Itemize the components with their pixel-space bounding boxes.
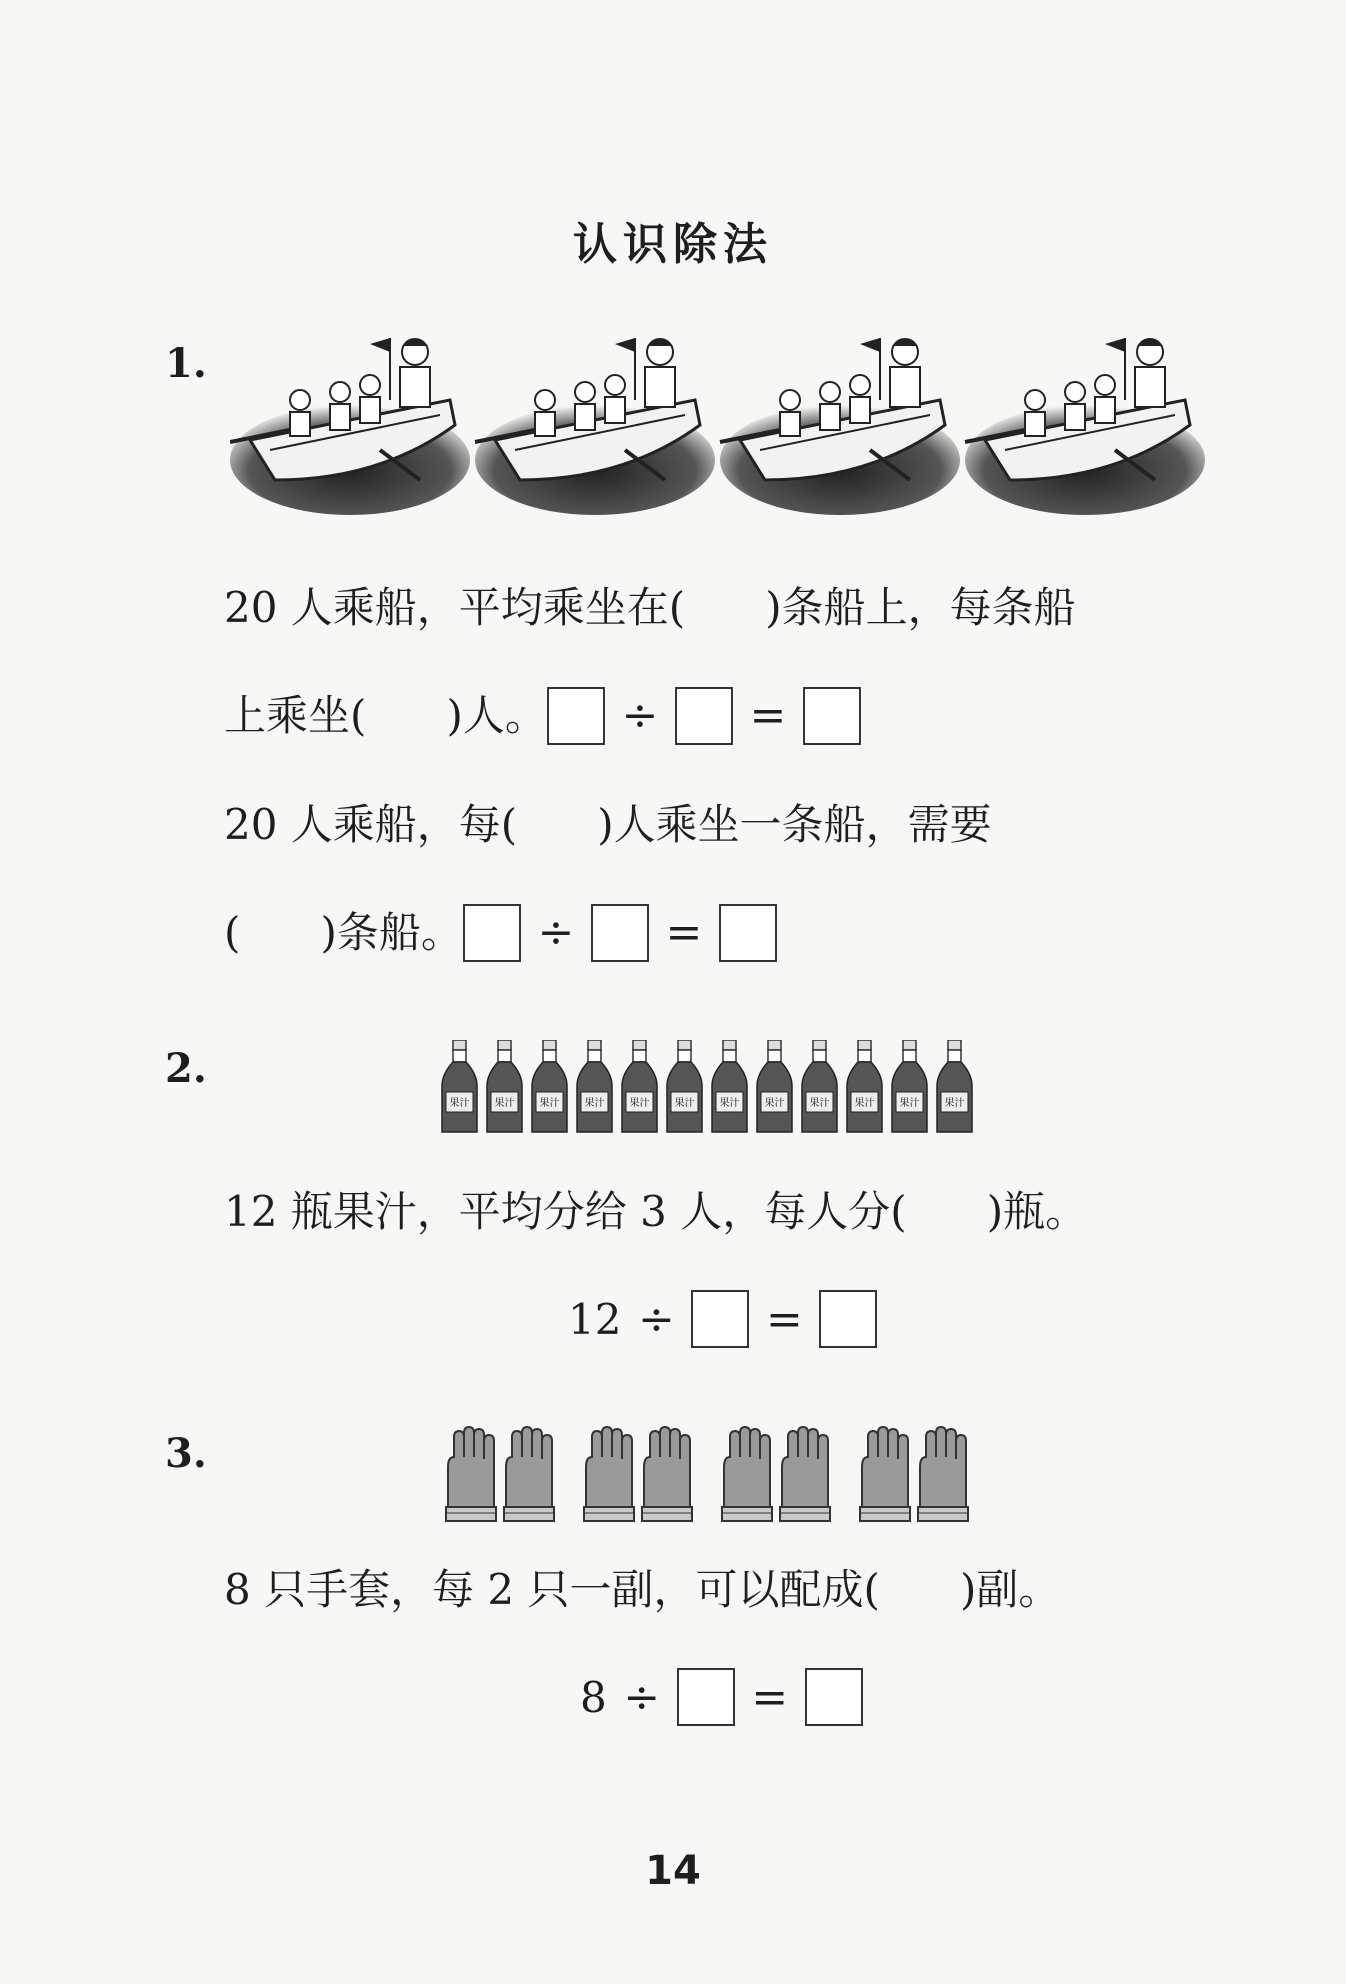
bottle-label: 果汁: [764, 1098, 785, 1109]
bottle-label: 果汁: [449, 1098, 470, 1109]
question-2-line-1: 12 瓶果汁，平均分给 3 人，每人分( )瓶。: [224, 1187, 1088, 1236]
bottle-label: 果汁: [584, 1098, 605, 1109]
bottle-label: 果汁: [494, 1098, 515, 1109]
equals-sign: =: [751, 1671, 789, 1723]
juice-bottle: [485, 1040, 524, 1136]
juice-bottle: [710, 1040, 749, 1136]
equation-start: 8: [580, 1672, 607, 1722]
bottle-label: 果汁: [899, 1098, 920, 1109]
answer-box[interactable]: [719, 904, 777, 962]
answer-box[interactable]: [805, 1668, 863, 1726]
juice-bottle: [755, 1040, 794, 1136]
juice-bottle: [665, 1040, 704, 1136]
question-3-equation: [580, 1668, 863, 1726]
equals-sign: =: [665, 907, 703, 958]
question-3-line-1: 8 只手套，每 2 只一副，可以配成( )副。: [224, 1565, 1061, 1614]
divide-sign: ÷: [638, 1293, 675, 1345]
question-2-number: 2.: [165, 1045, 207, 1092]
juice-bottle: [620, 1040, 659, 1136]
answer-box[interactable]: [463, 904, 521, 962]
answer-box[interactable]: [591, 904, 649, 962]
divide-sign: ÷: [537, 907, 575, 958]
juice-bottle: [845, 1040, 884, 1136]
answer-box[interactable]: [677, 1668, 735, 1726]
page-title: 认识除法: [573, 219, 773, 270]
question-1-line-1: 20 人乘船，平均乘坐在( )条船上，每条船: [224, 583, 1076, 632]
answer-box[interactable]: [803, 687, 861, 745]
divide-sign: ÷: [621, 690, 659, 741]
bottle-label: 果汁: [674, 1098, 695, 1109]
bottle-label: 果汁: [719, 1098, 740, 1109]
question-1-line-4: [224, 903, 777, 963]
answer-box[interactable]: [691, 1290, 749, 1348]
boats-illustration: [230, 330, 1230, 530]
juice-bottle: [440, 1040, 479, 1136]
bottle-label: 果汁: [944, 1098, 965, 1109]
question-1-line-3: 20 人乘船，每( )人乘坐一条船，需要: [224, 800, 992, 849]
equation-start: 12: [568, 1294, 622, 1344]
answer-box[interactable]: [819, 1290, 877, 1348]
question-1-number: 1.: [165, 340, 207, 387]
page-number: 14: [645, 1848, 701, 1894]
juice-bottle: [530, 1040, 569, 1136]
gloves-illustration: [440, 1425, 970, 1525]
bottle-label: 果汁: [809, 1098, 830, 1109]
equals-sign: =: [749, 690, 787, 741]
bottle-label: 果汁: [629, 1098, 650, 1109]
question-1-line-4-text: ( )条船。: [224, 908, 463, 957]
equals-sign: =: [766, 1293, 803, 1345]
divide-sign: ÷: [623, 1671, 661, 1723]
bottle-label: 果汁: [539, 1098, 560, 1109]
question-1-line-2-text: 上乘坐( )人。: [224, 691, 547, 740]
question-2-equation: [568, 1290, 877, 1348]
juice-bottle: [575, 1040, 614, 1136]
answer-box[interactable]: [675, 687, 733, 745]
bottle-label: 果汁: [854, 1098, 875, 1109]
answer-box[interactable]: [547, 687, 605, 745]
question-1-line-2: [224, 686, 861, 746]
juice-bottle: [935, 1040, 974, 1136]
question-3-number: 3.: [165, 1430, 207, 1477]
juice-bottle: [890, 1040, 929, 1136]
juice-bottles-illustration: [440, 1040, 980, 1140]
juice-bottle: [800, 1040, 839, 1136]
